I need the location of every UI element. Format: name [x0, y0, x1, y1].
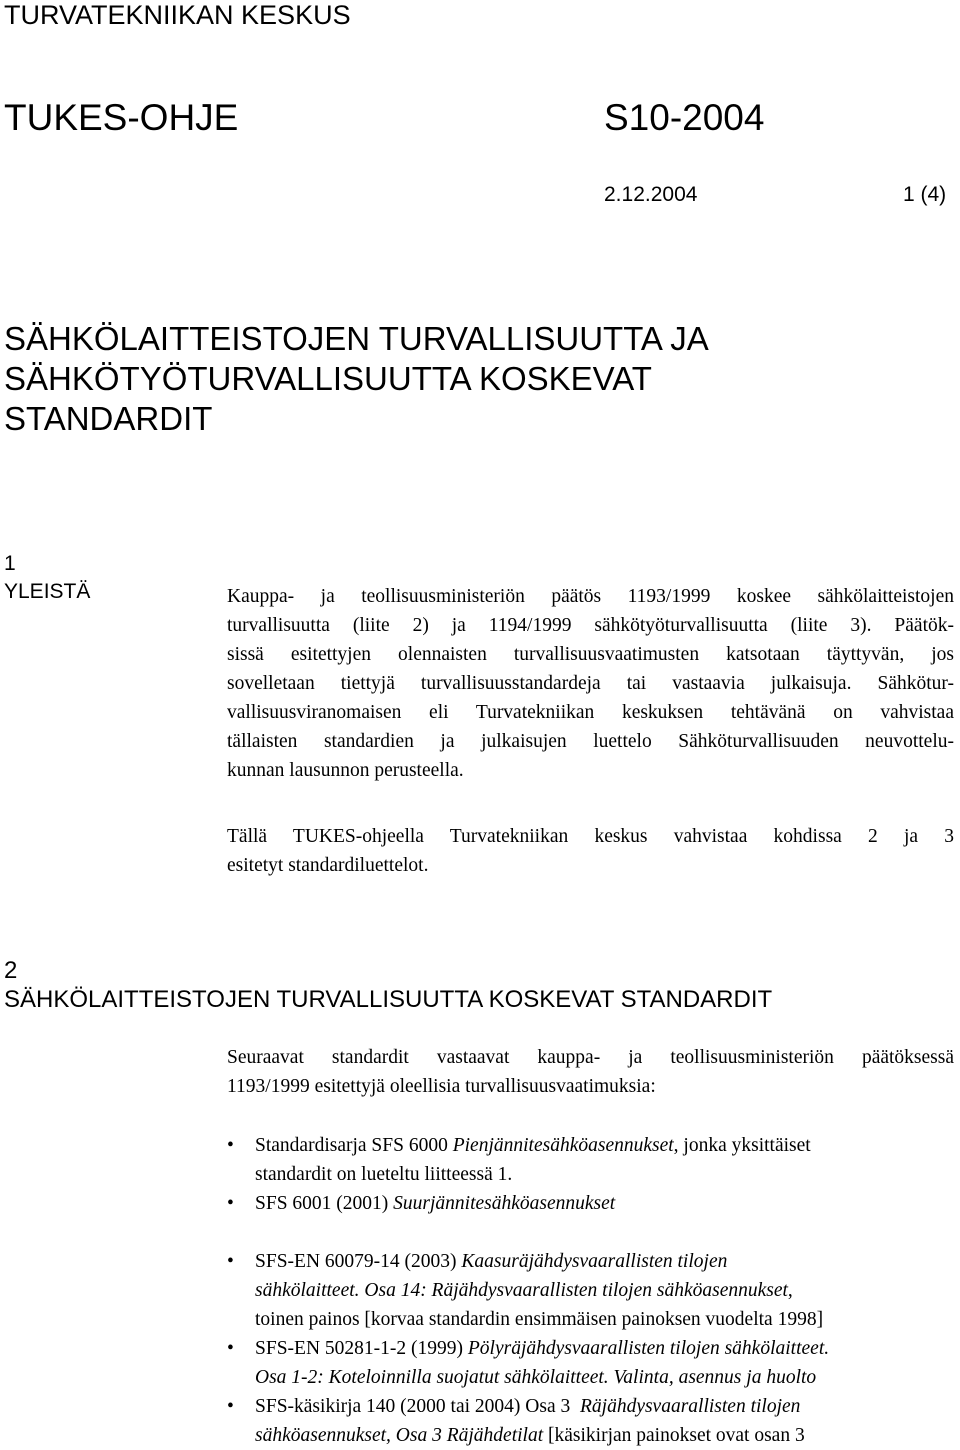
bullet-icon: •: [227, 1135, 234, 1156]
page-number: 1 (4): [903, 183, 947, 206]
paragraph-line: Kauppa- ja teollisuusministeriön päätös 1193/1999 koskee sähkölaitteistojen: [227, 586, 954, 607]
item-text: SFS-käsikirja 140 (2000 tai 2004) Osa 3: [255, 1396, 580, 1417]
section-1-number: 1: [4, 552, 16, 575]
bullet-icon: •: [227, 1396, 234, 1417]
paragraph-line: tällaisten standardien ja julkaisujen luettelo Sähköturvallisuuden neuvottelu-: [227, 731, 954, 752]
item-title: Pölyräjähdysvaarallisten tilojen sähkölaitteet.: [467, 1338, 830, 1359]
title-line-3: STANDARDIT: [4, 400, 213, 437]
section-1-paragraph-2: [227, 822, 954, 880]
standards-list: [227, 1131, 954, 1450]
paragraph-line: kunnan lausunnon perusteella.: [227, 760, 464, 781]
bullet-icon: •: [227, 1251, 234, 1272]
item-title: sähköasennukset, Osa 3 Räjähdetilat: [255, 1425, 544, 1446]
list-item: [227, 1189, 954, 1218]
item-text: SFS 6001 (2001): [255, 1193, 394, 1214]
paragraph-line: vallisuusviranomaisen eli Turvatekniikan keskuksen tehtävänä on vahvistaa: [227, 702, 954, 723]
document-title: [4, 319, 709, 439]
paragraph-line: 1193/1999 esitettyjä oleellisia turvallisuusvaatimuksia:: [227, 1076, 656, 1097]
title-line-2: SÄHKÖTYÖTURVALLISUUTTA KOSKEVAT: [4, 360, 652, 397]
section-2-number: 2: [4, 957, 18, 984]
section-1-paragraph-1: [227, 582, 954, 785]
item-text: ,: [787, 1280, 793, 1301]
list-item: [227, 1131, 954, 1189]
item-title: Osa 1-2: Koteloinnilla suojatut sähkölaitteet. Valinta, asennus ja huolto: [255, 1367, 817, 1388]
item-title: Suurjännitesähköasennukset: [393, 1193, 616, 1214]
item-text: SFS-EN 60079-14 (2003): [255, 1251, 462, 1272]
section-1-heading: YLEISTÄ: [4, 580, 91, 603]
bullet-icon: •: [227, 1338, 234, 1359]
title-line-1: SÄHKÖLAITTEISTOJEN TURVALLISUUTTA JA: [4, 320, 709, 357]
document-number: S10-2004: [604, 97, 765, 138]
item-title: Pienjännitesähköasennukset: [452, 1135, 674, 1156]
item-text: Standardisarja SFS 6000: [255, 1135, 453, 1156]
list-item: [227, 1247, 954, 1334]
item-text: SFS-EN 50281-1-2 (1999): [255, 1338, 468, 1359]
paragraph-line: esitetyt standardiluettelot.: [227, 855, 429, 876]
item-title: Räjähdysvaarallisten tilojen: [579, 1396, 801, 1417]
paragraph-line: Tällä TUKES-ohjeella Turvatekniikan keskus vahvistaa kohdissa 2 ja 3: [227, 826, 954, 847]
item-title: sähkölaitteet. Osa 14: Räjähdysvaarallisten tilojen sähköasennukset: [255, 1280, 788, 1301]
bullet-icon: •: [227, 1193, 234, 1214]
item-text: , jonka yksittäiset: [673, 1135, 811, 1156]
item-title: Kaasuräjähdysvaarallisten tilojen: [461, 1251, 728, 1272]
item-text: standardit on lueteltu liitteessä 1.: [255, 1164, 513, 1185]
paragraph-line: sissä esitettyjen olennaisten turvallisuusvaatimusten katsotaan täyttyvän, jos: [227, 644, 954, 665]
list-item: [227, 1392, 954, 1450]
paragraph-line: sovelletaan tiettyjä turvallisuusstandardeja tai vastaavia julkaisuja. Sähkötur-: [227, 673, 954, 694]
organization-name: TURVATEKNIIKAN KESKUS: [4, 0, 351, 30]
paragraph-line: turvallisuutta (liite 2) ja 1194/1999 sähkötyöturvallisuutta (liite 3). Päätök-: [227, 615, 954, 636]
document-type: TUKES-OHJE: [4, 97, 239, 138]
section-2-intro: [227, 1043, 954, 1101]
paragraph-line: Seuraavat standardit vastaavat kauppa- ja teollisuusministeriön päätöksessä: [227, 1047, 954, 1068]
document-date: 2.12.2004: [604, 183, 698, 206]
item-text: toinen painos [korvaa standardin ensimmäisen painoksen vuodelta 1998]: [255, 1309, 824, 1330]
section-2-heading: SÄHKÖLAITTEISTOJEN TURVALLISUUTTA KOSKEVAT STANDARDIT: [4, 986, 773, 1013]
item-text: [käsikirjan painokset ovat osan 3: [543, 1425, 805, 1446]
list-item: [227, 1334, 954, 1392]
